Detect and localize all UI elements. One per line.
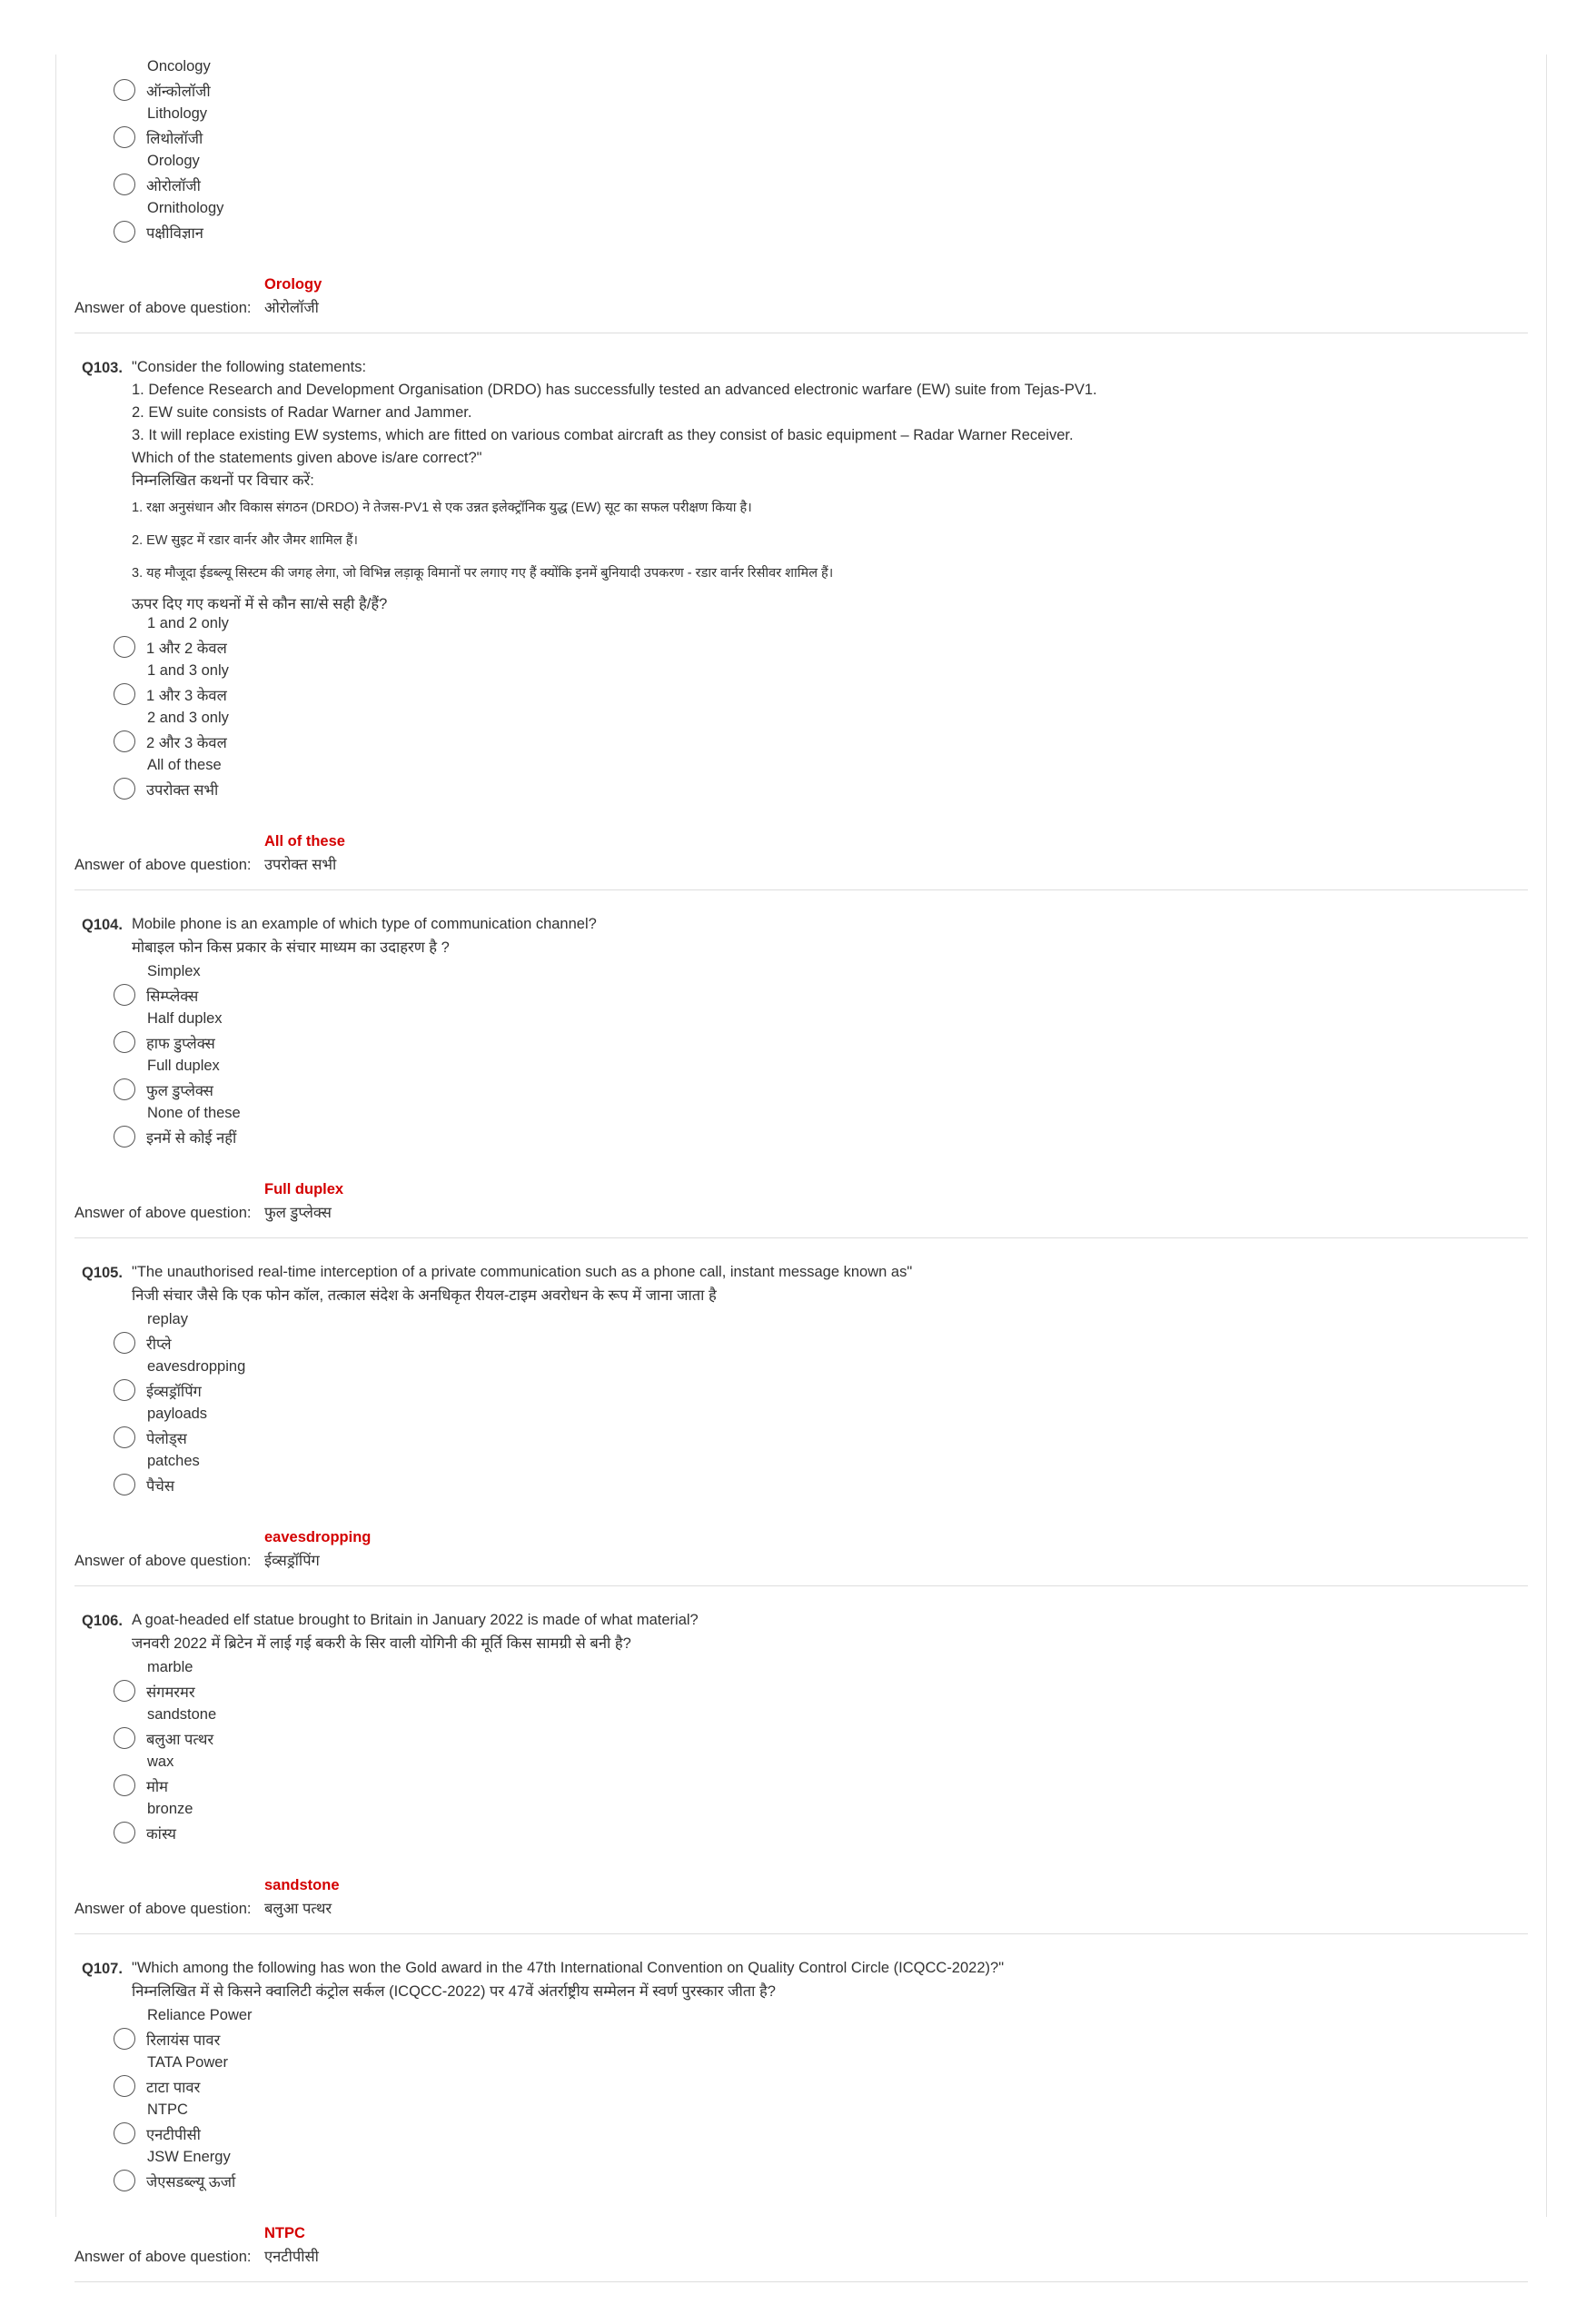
- option-row[interactable]: [74, 682, 1528, 706]
- question-number: Q107.: [82, 1961, 123, 1977]
- question-line-hi: ऊपर दिए गए कथनों में से कौन सा/से सही है/हैं?: [132, 596, 388, 612]
- question-line-en: Mobile phone is an example of which type of communication channel?: [132, 916, 597, 932]
- answer-row: [74, 1897, 1528, 1921]
- correct-answer-hi: ईव्सड्रॉपिंग: [264, 1553, 320, 1569]
- option-label-en: Orology: [147, 153, 200, 169]
- option-label-hi: मोम: [146, 1778, 169, 1795]
- option-label-hi: संगमरमर: [146, 1684, 195, 1701]
- option-label-en: Full duplex: [147, 1058, 220, 1074]
- question-line-hi: मोबाइल फोन किस प्रकार के संचार माध्यम का उदाहरण है ?: [132, 939, 450, 956]
- answer-row: [74, 1549, 1528, 1573]
- radio-button-icon[interactable]: [114, 2170, 135, 2191]
- option-label-hi: रिलायंस पावर: [146, 2032, 221, 2049]
- answer-row: [74, 2245, 1528, 2269]
- question-number: Q103.: [82, 360, 123, 376]
- option-label-hi: बलुआ पत्थर: [146, 1731, 214, 1748]
- question-block: [74, 913, 1528, 1238]
- option-label-en: Oncology: [147, 58, 211, 75]
- option-label-hi: 2 और 3 केवल: [146, 734, 227, 751]
- radio-button-icon[interactable]: [114, 730, 135, 752]
- options-list: [74, 2003, 1528, 2192]
- option-label-en: bronze: [147, 1801, 193, 1817]
- option-label-hi: जेएसडब्ल्यू ऊर्जा: [146, 2173, 236, 2191]
- option-label-hi: ओरोलॉजी: [146, 177, 201, 194]
- option-label-en: eavesdropping: [147, 1358, 246, 1375]
- question-line-hi: 3. यह मौजूदा ईडब्ल्यू सिस्टम की जगह लेगा, जो विभिन्न लड़ाकू विमानों पर लगाए गए हैं क्योंकि इनमें बुनियादी उपकरण - रडार वार्नर रिसीवर शामिल हैं।: [132, 566, 834, 581]
- answer-label: Answer of above question:: [74, 1901, 252, 1917]
- question-block: [74, 1957, 1528, 2282]
- question-number: Q105.: [82, 1265, 123, 1281]
- radio-button-icon[interactable]: [114, 126, 135, 148]
- question-number: Q106.: [82, 1613, 123, 1629]
- option-row[interactable]: [74, 2169, 1528, 2192]
- radio-button-icon[interactable]: [114, 2075, 135, 2097]
- options-list: [74, 1307, 1528, 1496]
- radio-button-icon[interactable]: [114, 79, 135, 101]
- option-row[interactable]: [74, 220, 1528, 243]
- radio-button-icon[interactable]: [114, 1680, 135, 1702]
- answer-row: [74, 1201, 1528, 1225]
- divider: [74, 2281, 1528, 2282]
- radio-button-icon[interactable]: [114, 1822, 135, 1843]
- question-block: [74, 1609, 1528, 1934]
- answer-label: Answer of above question:: [74, 2249, 252, 2265]
- option-row[interactable]: [74, 78, 1528, 102]
- option-label-en: JSW Energy: [147, 2149, 231, 2165]
- option-row[interactable]: [74, 1679, 1528, 1703]
- option-label-hi: पक्षीविज्ञान: [146, 224, 203, 242]
- correct-answer-hi: फुल डुप्लेक्स: [264, 1205, 332, 1221]
- option-label-hi: 1 और 3 केवल: [146, 687, 227, 704]
- question-list: [74, 55, 1528, 2305]
- radio-button-icon[interactable]: [114, 1332, 135, 1354]
- divider: [74, 1237, 1528, 1238]
- correct-answer-en: eavesdropping: [264, 1529, 372, 1545]
- options-list: [74, 959, 1528, 1148]
- radio-button-icon[interactable]: [114, 1126, 135, 1148]
- radio-button-icon[interactable]: [114, 984, 135, 1006]
- option-label-en: 1 and 3 only: [147, 662, 229, 679]
- option-row[interactable]: [74, 1773, 1528, 1797]
- radio-button-icon[interactable]: [114, 174, 135, 195]
- correct-answer-hi: एनटीपीसी: [264, 2249, 319, 2265]
- option-label-en: Half duplex: [147, 1010, 223, 1027]
- radio-button-icon[interactable]: [114, 2122, 135, 2144]
- question-text: [132, 356, 1097, 619]
- radio-button-icon[interactable]: [114, 221, 135, 243]
- question-line-hi: 1. रक्षा अनुसंधान और विकास संगठन (DRDO) ने तेजस-PV1 से एक उन्नत इलेक्ट्रॉनिक युद्ध (EW) सूट का सफल परीक्षण किया है।: [132, 501, 752, 515]
- option-label-en: patches: [147, 1453, 200, 1469]
- option-label-hi: टाटा पावर: [146, 2079, 201, 2096]
- option-label-en: replay: [147, 1311, 188, 1327]
- correct-answer-en: NTPC: [264, 2225, 305, 2241]
- radio-button-icon[interactable]: [114, 1031, 135, 1053]
- option-row[interactable]: [74, 2074, 1528, 2098]
- option-label-hi: रीप्ले: [146, 1336, 172, 1353]
- option-label-en: marble: [147, 1659, 193, 1675]
- option-label-en: TATA Power: [147, 2054, 228, 2071]
- question-line-en: "Consider the following statements:: [132, 359, 367, 375]
- option-label-hi: कांस्य: [146, 1825, 176, 1843]
- option-label-hi: इनमें से कोई नहीं: [146, 1129, 237, 1147]
- option-label-en: Simplex: [147, 963, 201, 979]
- correct-answer-en: Full duplex: [264, 1181, 344, 1197]
- question-line-en: 1. Defence Research and Development Organisation (DRDO) has successfully tested an advanced electronic warfare (EW) suite from Tejas-PV1.: [132, 382, 1097, 398]
- question-header: [82, 1609, 1528, 1655]
- option-label-hi: एनटीपीसी: [146, 2126, 201, 2143]
- option-row[interactable]: [74, 1125, 1528, 1148]
- question-header: [82, 1261, 1528, 1307]
- option-row[interactable]: [74, 1030, 1528, 1054]
- option-label-en: 2 and 3 only: [147, 710, 229, 726]
- right-border: [1546, 55, 1547, 2217]
- option-row[interactable]: [74, 1426, 1528, 1449]
- option-label-en: 1 and 2 only: [147, 615, 229, 631]
- left-border: [55, 55, 56, 2217]
- question-text: [132, 1609, 699, 1655]
- option-row[interactable]: [74, 173, 1528, 196]
- option-row[interactable]: [74, 777, 1528, 800]
- radio-button-icon[interactable]: [114, 1078, 135, 1100]
- answer-label: Answer of above question:: [74, 300, 252, 316]
- question-header: [82, 913, 1528, 959]
- option-row[interactable]: [74, 1726, 1528, 1750]
- option-row[interactable]: [74, 2027, 1528, 2051]
- option-label-en: sandstone: [147, 1706, 217, 1723]
- option-row[interactable]: [74, 1821, 1528, 1844]
- question-text: [132, 913, 597, 959]
- divider: [74, 1585, 1528, 1586]
- option-label-hi: उपरोक्त सभी: [146, 781, 219, 799]
- question-line-hi: जनवरी 2022 में ब्रिटेन में लाई गई बकरी के सिर वाली योगिनी की मूर्ति किस सामग्री से बनी है?: [132, 1635, 631, 1652]
- question-line-hi: निजी संचार जैसे कि एक फोन कॉल, तत्काल संदेश के अनधिकृत रीयल-टाइम अवरोधन के रूप में जाना जाता है: [132, 1287, 717, 1304]
- question-line-en: "The unauthorised real-time interception of a private communication such as a phone call, instant message known as": [132, 1264, 913, 1280]
- question-line-en: Which of the statements given above is/are correct?": [132, 450, 482, 466]
- radio-button-icon[interactable]: [114, 1727, 135, 1749]
- option-label-en: payloads: [147, 1406, 208, 1422]
- option-label-hi: सिम्प्लेक्स: [146, 988, 199, 1005]
- question-line-en: A goat-headed elf statue brought to Britain in January 2022 is made of what material?: [132, 1612, 699, 1628]
- option-label-hi: ऑन्कोलॉजी: [146, 83, 211, 100]
- question-text: [132, 1261, 912, 1307]
- radio-button-icon[interactable]: [114, 1774, 135, 1796]
- question-header: [82, 1957, 1528, 2003]
- question-block: [74, 356, 1528, 890]
- option-label-en: All of these: [147, 757, 222, 773]
- radio-button-icon[interactable]: [114, 1426, 135, 1448]
- answer-row: [74, 296, 1528, 320]
- option-label-hi: फुल डुप्लेक्स: [146, 1082, 213, 1099]
- radio-button-icon[interactable]: [114, 636, 135, 658]
- top-options: [74, 55, 1528, 243]
- option-label-en: Ornithology: [147, 200, 224, 216]
- option-label-en: NTPC: [147, 2101, 188, 2118]
- option-row[interactable]: [74, 2121, 1528, 2145]
- correct-answer-en: Orology: [264, 276, 322, 293]
- correct-answer-hi: ओरोलॉजी: [264, 300, 319, 316]
- correct-answer-en: sandstone: [264, 1877, 340, 1893]
- radio-button-icon[interactable]: [114, 2028, 135, 2050]
- question-header: [82, 356, 1528, 619]
- answer-label: Answer of above question:: [74, 857, 252, 873]
- question-line-hi: 2. EW सुइट में रडार वार्नर और जैमर शामिल हैं।: [132, 533, 358, 548]
- option-row[interactable]: [74, 1078, 1528, 1101]
- radio-button-icon[interactable]: [114, 1379, 135, 1401]
- option-label-hi: हाफ डुप्लेक्स: [146, 1035, 215, 1052]
- question-text: [132, 1957, 1004, 2003]
- option-label-en: None of these: [147, 1105, 241, 1121]
- option-label-en: wax: [147, 1754, 174, 1770]
- correct-answer-hi: बलुआ पत्थर: [264, 1901, 332, 1917]
- option-row[interactable]: [74, 983, 1528, 1007]
- radio-button-icon[interactable]: [114, 778, 135, 800]
- correct-answer-hi: उपरोक्त सभी: [264, 857, 337, 873]
- option-row[interactable]: [74, 125, 1528, 149]
- option-label-hi: पेलोड्स: [146, 1430, 187, 1447]
- question-line-en: 3. It will replace existing EW systems, which are fitted on various combat aircraft as they consist of basic equipment – Radar Warner Receiver.: [132, 427, 1074, 443]
- question-line-hi: निम्नलिखित में से किसने क्वालिटी कंट्रोल सर्कल (ICQCC-2022) पर 47वें अंतर्राष्ट्रीय सम्मेलन में स्वर्ण पुरस्कार जीता है?: [132, 1983, 776, 2000]
- option-label-en: Reliance Power: [147, 2007, 253, 2023]
- option-label-hi: 1 और 2 केवल: [146, 640, 227, 657]
- option-label-en: Lithology: [147, 105, 208, 122]
- question-number: Q104.: [82, 917, 123, 933]
- question-line-hi: निम्नलिखित कथनों पर विचार करें:: [132, 472, 314, 489]
- answer-label: Answer of above question:: [74, 1205, 252, 1221]
- correct-answer-en: All of these: [264, 833, 345, 849]
- question-line-en: 2. EW suite consists of Radar Warner and Jammer.: [132, 404, 472, 421]
- option-label-hi: लिथोलॉजी: [146, 130, 203, 147]
- question-block: [74, 1261, 1528, 1586]
- question-line-en: "Which among the following has won the Gold award in the 47th International Convention on Quality Control Circle (ICQCC-2022)?": [132, 1960, 1005, 1976]
- option-row[interactable]: [74, 730, 1528, 753]
- divider: [74, 889, 1528, 890]
- options-list: [74, 611, 1528, 800]
- radio-button-icon[interactable]: [114, 683, 135, 705]
- divider: [74, 1933, 1528, 1934]
- option-label-hi: पैचेस: [146, 1477, 175, 1495]
- option-row[interactable]: [74, 635, 1528, 659]
- answer-row: [74, 853, 1528, 877]
- option-row[interactable]: [74, 1331, 1528, 1355]
- option-label-hi: ईव्सड्रॉपिंग: [146, 1383, 202, 1400]
- radio-button-icon[interactable]: [114, 1474, 135, 1495]
- options-list: [74, 1655, 1528, 1844]
- option-row[interactable]: [74, 1473, 1528, 1496]
- option-row[interactable]: [74, 1378, 1528, 1402]
- answer-label: Answer of above question:: [74, 1553, 252, 1569]
